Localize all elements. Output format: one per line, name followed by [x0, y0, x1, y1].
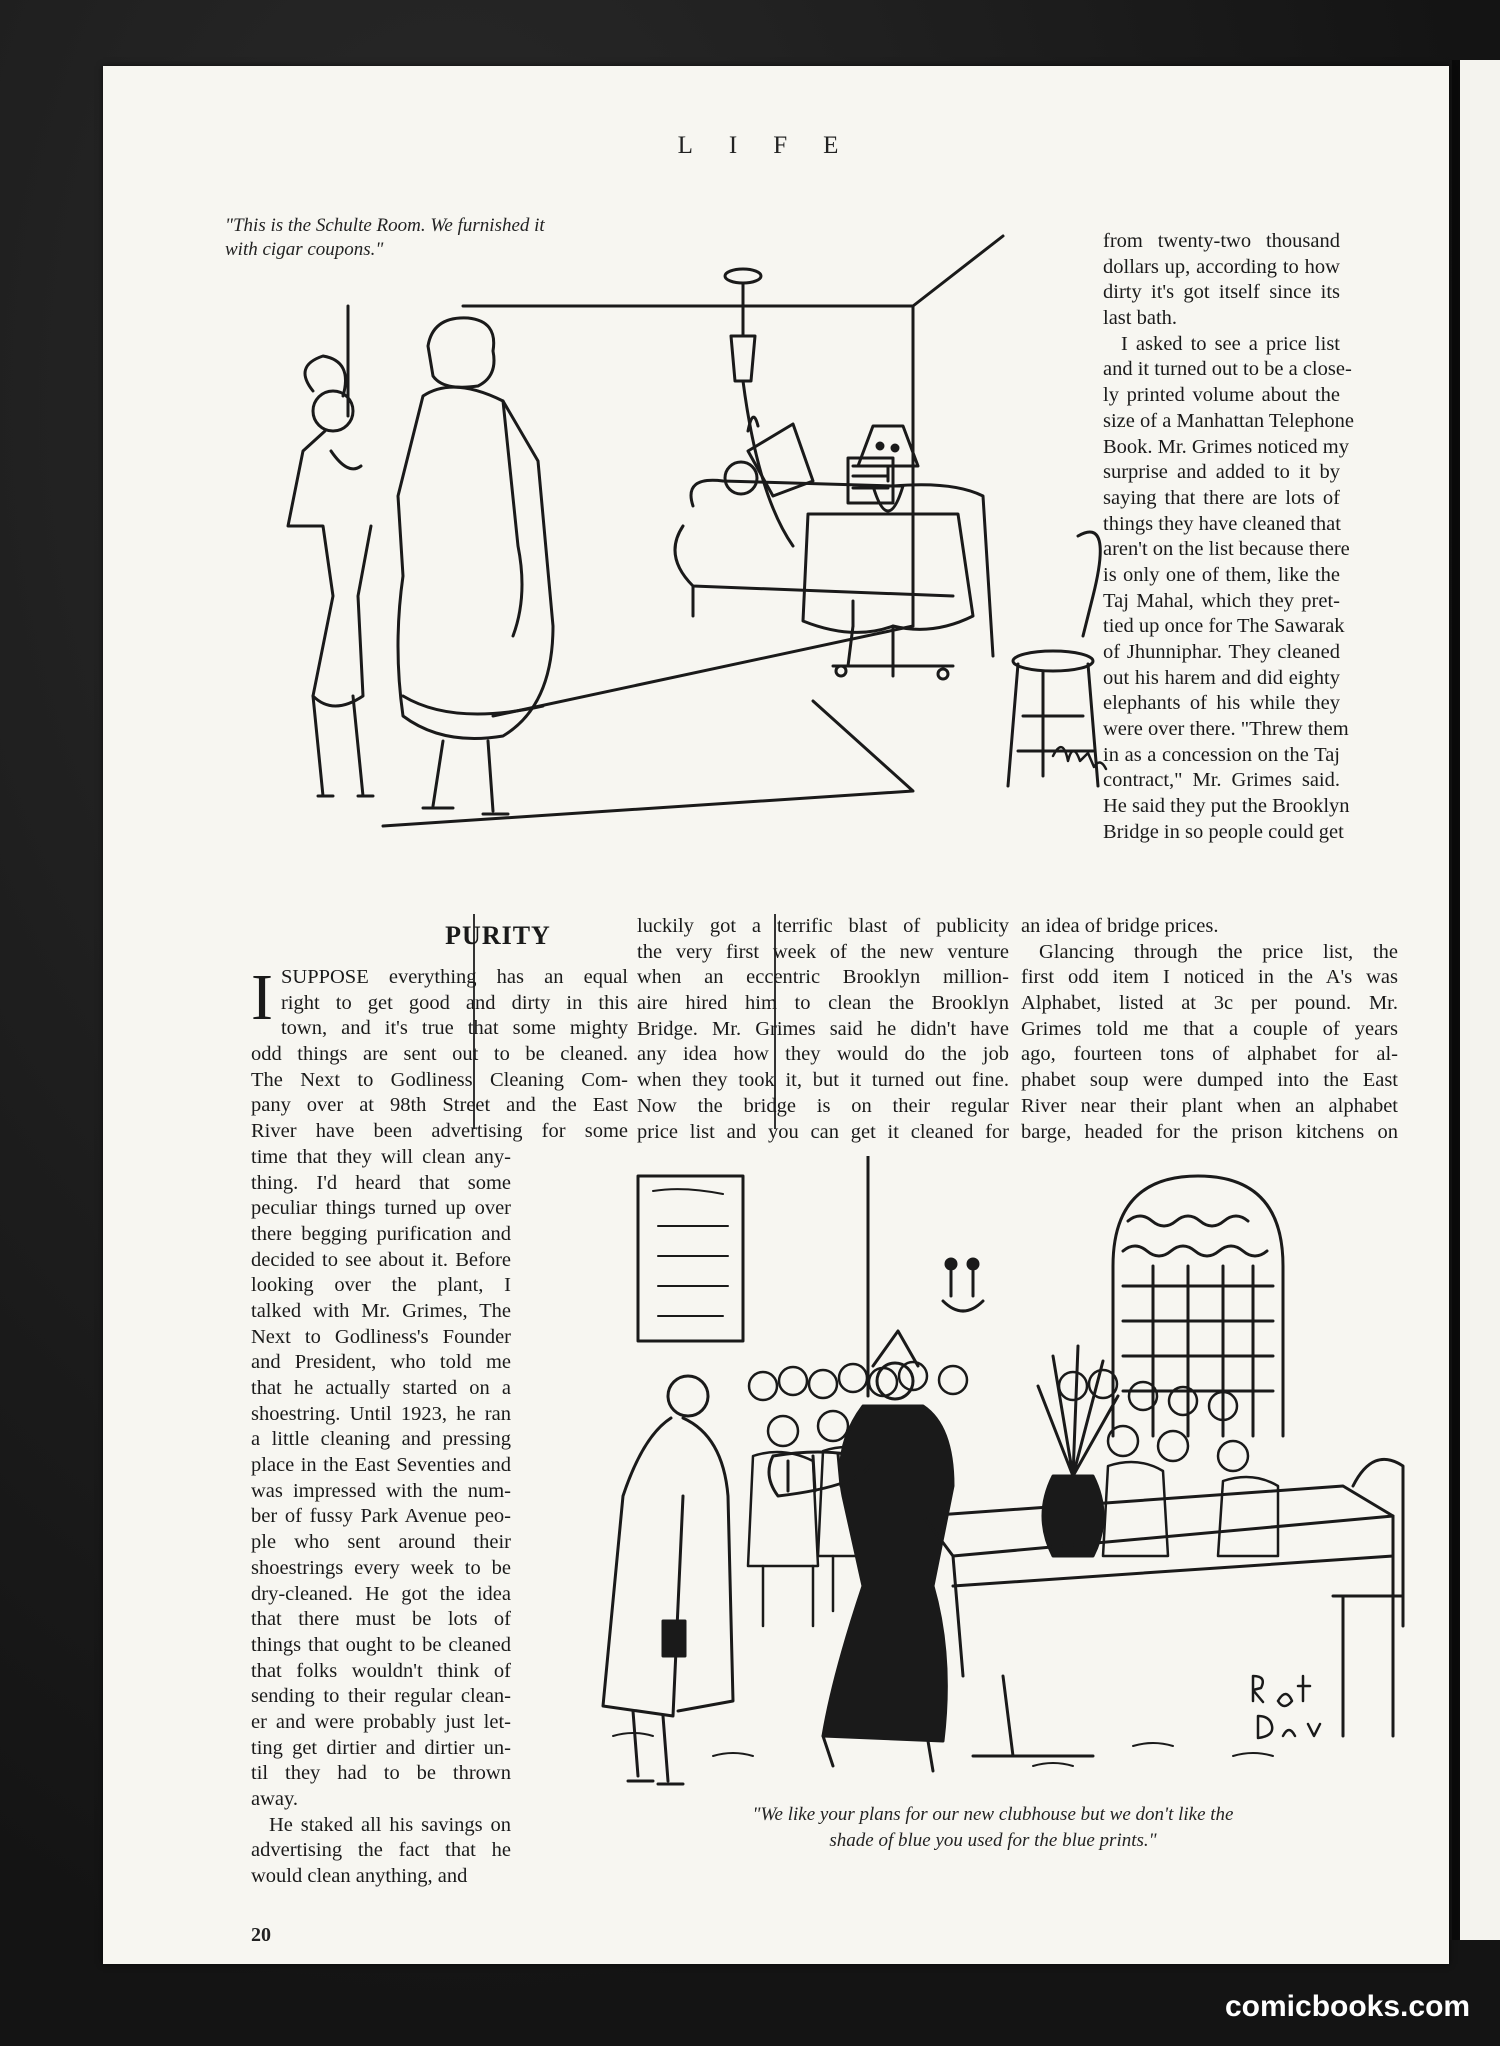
- magazine-page: [103, 66, 1449, 1964]
- text-line: time that they will clean any-: [251, 1145, 511, 1168]
- text-line: was impressed with the num-: [251, 1479, 511, 1502]
- text-line: when an eccentric Brooklyn million-: [637, 966, 1009, 989]
- text-line: aire hired him to clean the Brooklyn: [637, 992, 1009, 1015]
- cartoon2-caption-line: shade of blue you used for the blue prints.": [829, 1829, 1157, 1851]
- text-line: River near their plant when an alphabet: [1021, 1094, 1398, 1117]
- text-line: til they had to be thrown: [251, 1762, 511, 1785]
- text-line: first odd item I noticed in the A's was: [1021, 966, 1398, 989]
- text-line: a little cleaning and pressing: [251, 1428, 511, 1451]
- text-line: Glancing through the price list, the: [1039, 940, 1398, 963]
- text-line: any idea how they would do the job: [637, 1043, 1009, 1066]
- article-title: PURITY: [445, 921, 551, 950]
- text-line: things that ought to be cleaned: [251, 1633, 511, 1656]
- text-line: He staked all his savings on: [269, 1813, 511, 1836]
- text-line: barge, headed for the prison kitchens on: [1021, 1120, 1398, 1143]
- text-line: peculiar things turned up over: [251, 1197, 511, 1220]
- text-line: looking over the plant, I: [251, 1274, 511, 1297]
- text-line: that there must be lots of: [251, 1608, 511, 1631]
- text-line: Bridge. Mr. Grimes said he didn't have: [637, 1017, 1009, 1040]
- site-watermark: comicbooks.com: [1225, 1990, 1471, 2023]
- text-line: odd things are sent out to be cleaned.: [251, 1043, 628, 1066]
- text-line: elephants of his while they: [1103, 692, 1340, 715]
- cartoon2-caption: [623, 1803, 1363, 1854]
- text-line: ber of fussy Park Avenue peo-: [251, 1505, 511, 1528]
- article-column-3-top: [1103, 229, 1354, 846]
- text-line: surprise and added to it by: [1103, 461, 1340, 484]
- text-line: shoestring. Until 1923, he ran: [251, 1402, 511, 1425]
- text-line: er and were probably just let-: [251, 1710, 511, 1733]
- text-line: is only one of them, like the: [1103, 563, 1340, 586]
- text-line: luckily got a terrific blast of publicity: [637, 915, 1009, 937]
- text-line: phabet soup were dumped into the East: [1021, 1069, 1398, 1092]
- text-line: SUPPOSE everything has an equal: [280, 966, 628, 988]
- text-line: dollars up, according to how: [1103, 255, 1340, 278]
- text-line: and President, who told me: [251, 1351, 511, 1374]
- text-line: away.: [251, 1788, 299, 1810]
- facing-page-edge: [1452, 60, 1500, 1940]
- text-line: that he actually started on a: [251, 1377, 511, 1399]
- text-line: decided to see about it. Before: [251, 1248, 511, 1271]
- text-line: would clean anything, and: [251, 1865, 468, 1888]
- page-number: 20: [251, 1924, 271, 1946]
- text-line: ly printed volume about the: [1103, 384, 1340, 407]
- text-line: Alphabet, listed at 3c per pound. Mr.: [1021, 992, 1398, 1015]
- text-line: last bath.: [1103, 307, 1178, 330]
- text-line: Book. Mr. Grimes noticed my: [1103, 435, 1349, 458]
- text-line: dry-cleaned. He got the idea: [251, 1582, 511, 1605]
- text-line: town, and it's true that some mighty: [280, 1017, 628, 1040]
- text-line: Bridge in so people could get: [1103, 820, 1344, 843]
- text-line: thing. I'd heard that some: [251, 1171, 511, 1194]
- text-line: talked with Mr. Grimes, The: [251, 1299, 511, 1322]
- text-line: The Next to Godliness Cleaning Com-: [251, 1068, 628, 1091]
- text-line: He said they put the Brooklyn: [1103, 795, 1350, 818]
- text-line: aren't on the list because there: [1103, 538, 1350, 561]
- text-line: I asked to see a price list: [1121, 332, 1340, 355]
- text-line: in as a concession on the Taj: [1103, 743, 1340, 766]
- text-line: ago, fourteen tons of alphabet for al-: [1021, 1043, 1398, 1066]
- text-line: right to get good and dirty in this: [280, 991, 628, 1014]
- text-line: sending to their regular clean-: [251, 1685, 511, 1708]
- text-line: from twenty-two thousand: [1103, 230, 1340, 252]
- masthead: LIFE: [677, 132, 875, 159]
- text-line: and it turned out to be a close-: [1103, 358, 1352, 381]
- text-line: tied up once for The Sawarak: [1103, 615, 1345, 638]
- cartoon2-illustration: [533, 1156, 1413, 1796]
- text-line: size of a Manhattan Telephone: [1103, 409, 1354, 432]
- text-line: place in the East Seventies and: [251, 1454, 511, 1477]
- text-line: shoestrings every week to be: [251, 1556, 511, 1579]
- text-line: Taj Mahal, which they pret-: [1103, 589, 1340, 612]
- text-line: there begging purification and: [251, 1222, 511, 1245]
- text-line: Grimes told me that a couple of years: [1021, 1017, 1398, 1040]
- text-line: price list and you can get it cleaned for: [637, 1120, 1009, 1143]
- text-line: pany over at 98th Street and the East: [251, 1094, 628, 1117]
- cartoon2-caption-line: "We like your plans for our new clubhouse but we don't like the: [752, 1804, 1234, 1825]
- text-line: out his harem and did eighty: [1103, 666, 1340, 689]
- text-line: advertising the fact that he: [251, 1839, 511, 1862]
- text-line: Next to Godliness's Founder: [251, 1325, 511, 1348]
- text-line: saying that there are lots of: [1103, 486, 1340, 509]
- article-column-2: [637, 914, 1009, 1145]
- text-line: ple who sent around their: [251, 1531, 511, 1554]
- cartoon1-illustration: [253, 196, 1173, 866]
- drop-cap: I: [251, 961, 273, 1034]
- text-line: were over there. "Threw them: [1103, 718, 1349, 741]
- text-line: ting get dirtier and dirtier un-: [251, 1736, 511, 1759]
- text-line: contract," Mr. Grimes said.: [1103, 769, 1340, 792]
- text-line: River have been advertising for some: [251, 1120, 628, 1143]
- text-line: the very first week of the new venture: [637, 940, 1009, 963]
- cartoon1-caption: "This is the Schulte Room. We furnished it with cigar coupons.": [225, 215, 545, 260]
- text-line: things they have cleaned that: [1103, 512, 1341, 535]
- text-line: dirty it's got itself since its: [1103, 281, 1340, 304]
- article-column-3-bottom: [1021, 914, 1398, 1145]
- text-line: an idea of bridge prices.: [1021, 915, 1219, 937]
- text-line: when they took it, but it turned out fine.: [637, 1069, 1009, 1092]
- text-line: Now the bridge is on their regular: [637, 1094, 1009, 1117]
- text-line: of Jhunniphar. They cleaned: [1103, 641, 1340, 663]
- text-line: that folks wouldn't think of: [251, 1659, 511, 1682]
